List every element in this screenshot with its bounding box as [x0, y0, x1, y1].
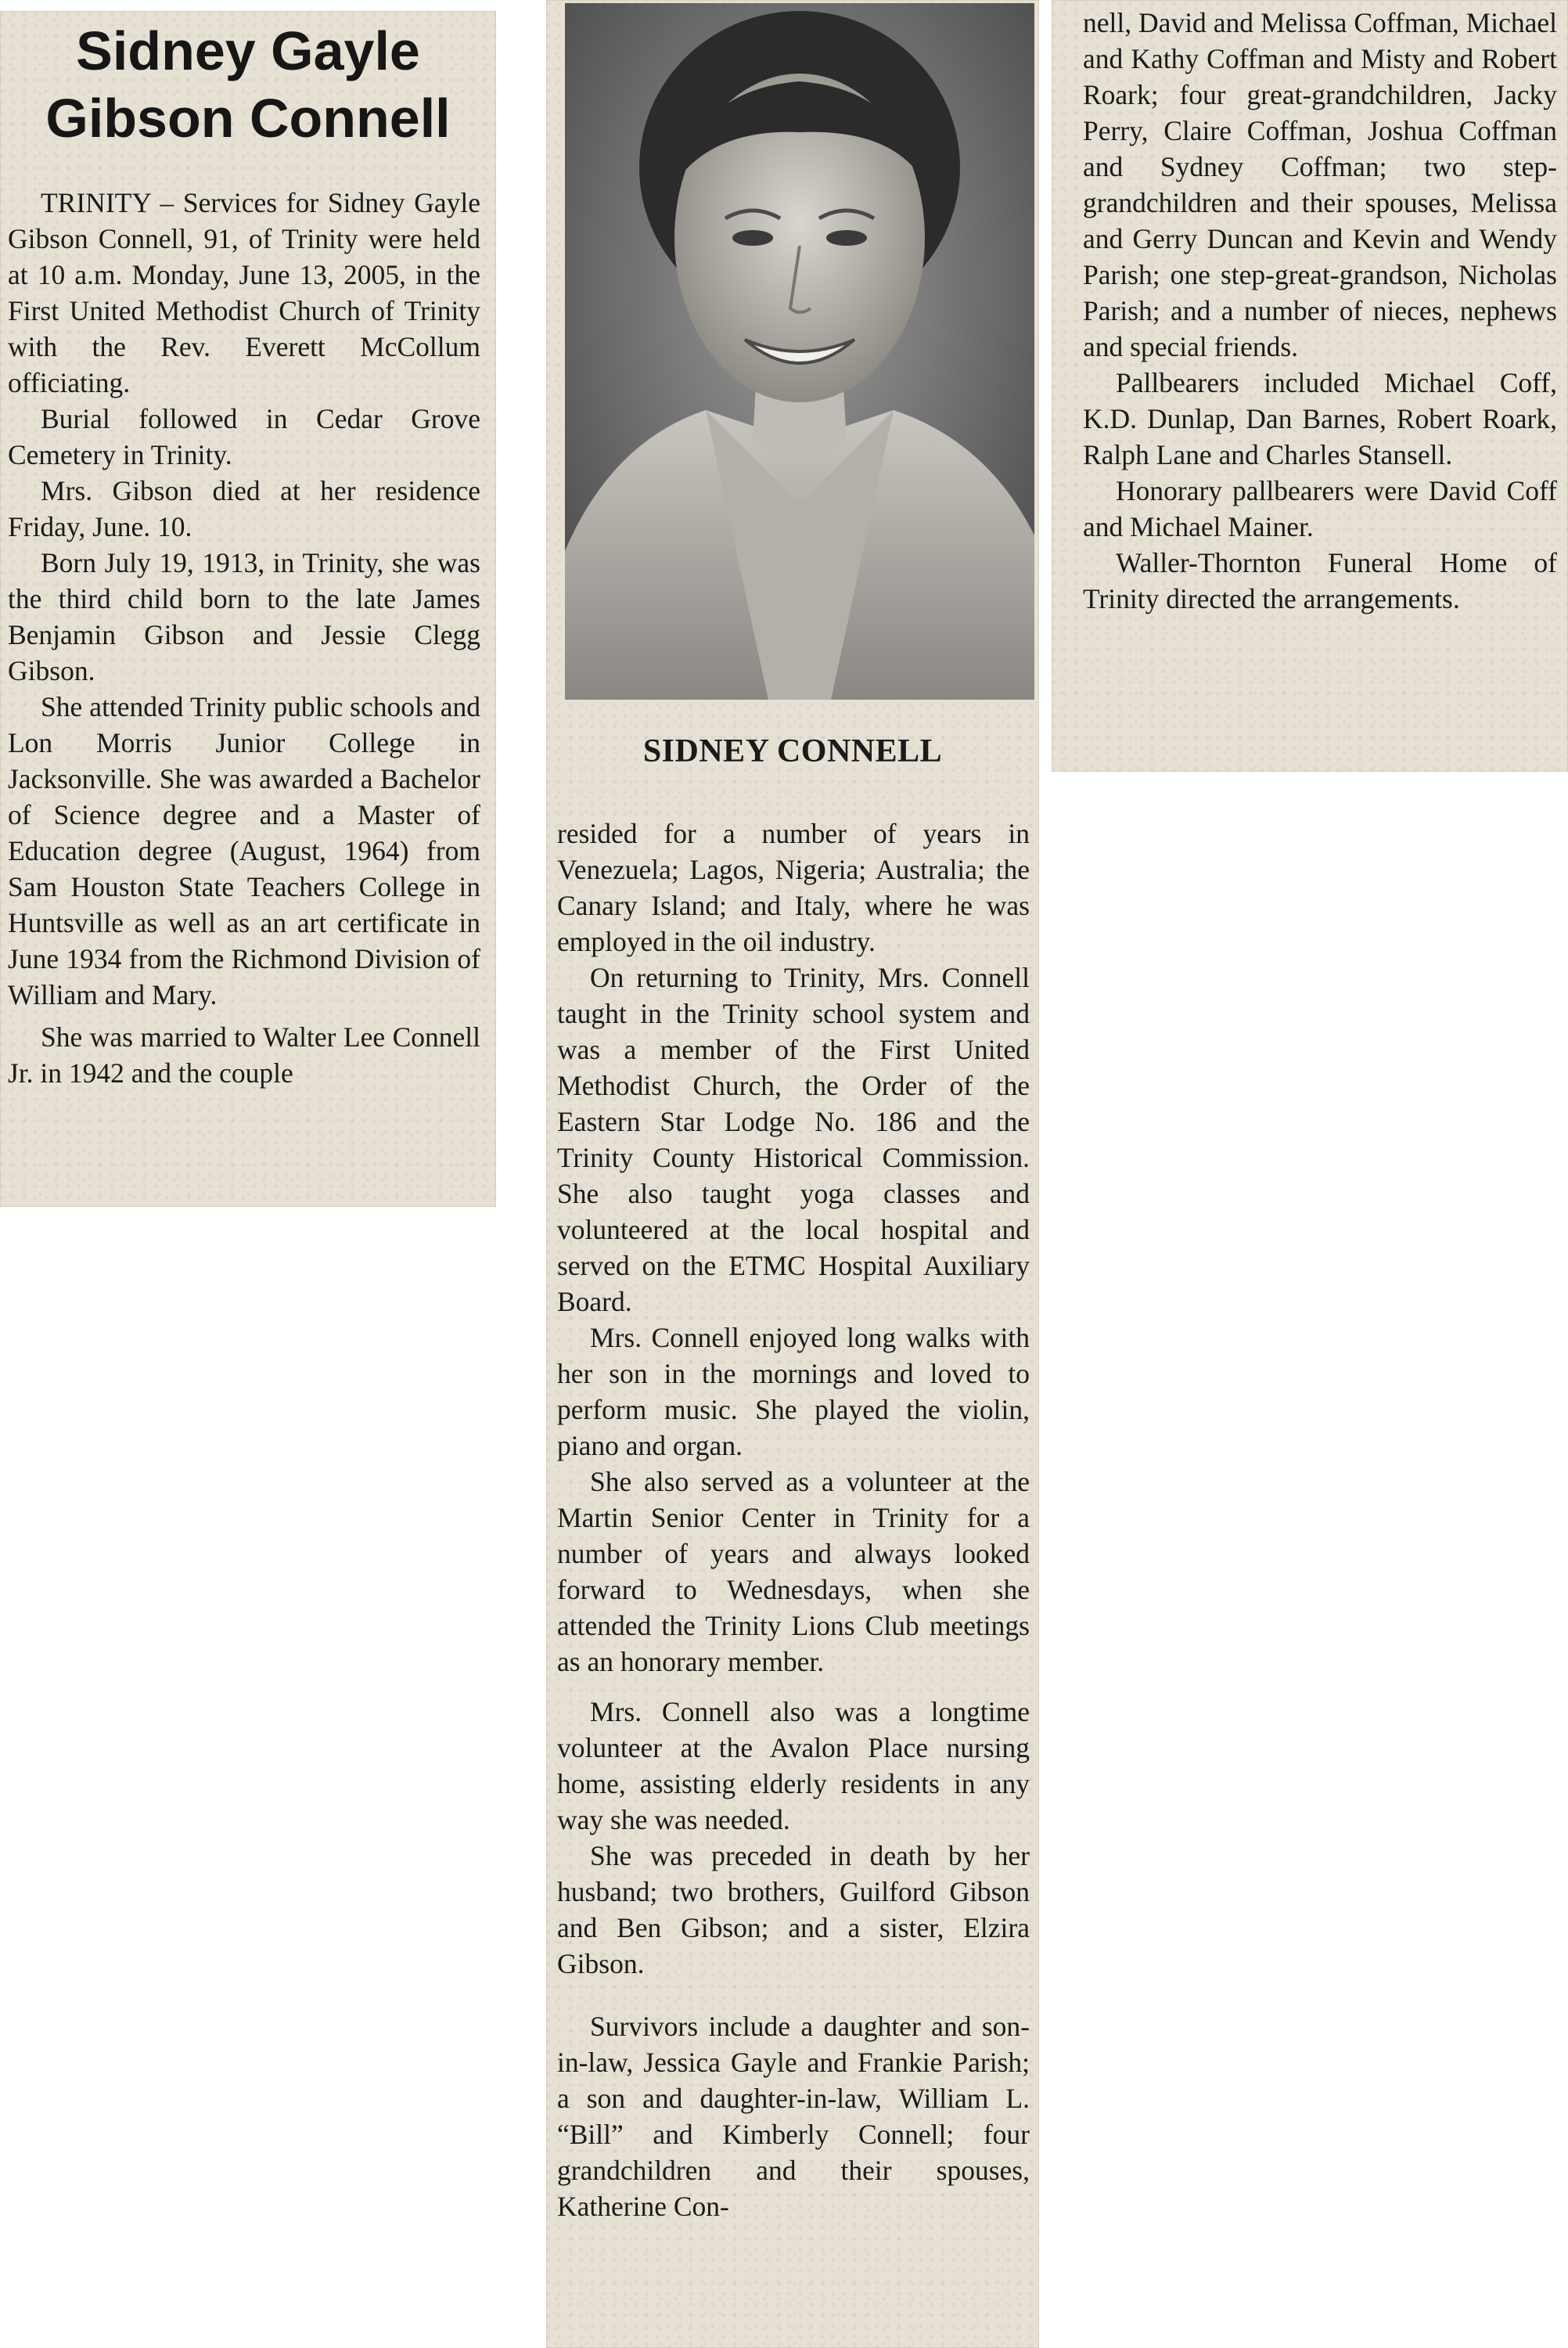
column-2-paragraph: Mrs. Connell also was a longtime volunteer at the Avalon Place nursing home, assisting elderly residents in any way she was needed. [557, 1696, 1030, 1835]
headline-line-1: Sidney Gayle [76, 20, 420, 81]
column-2-text [557, 816, 1030, 2224]
column-3-paragraph: Waller-Thornton Funeral Home of Trinity directed the arrangements. [1083, 547, 1557, 614]
column-1-paragraph: She attended Trinity public schools and Lon Morris Junior College in Jacksonville. She was awarded a Bachelor of Science degree and a Master of Education degree (August, 1964) from Sam Houston State Teachers College in Huntsville as well as an art certificate in June 1934 from the Richmond Division of William and Mary. [8, 691, 480, 1010]
column-1-paragraph: She was married to Walter Lee Connell Jr. in 1942 and the couple [8, 1021, 480, 1089]
clipping-left-column [0, 11, 496, 1207]
column-1-paragraph: TRINITY – Services for Sidney Gayle Gibson Connell, 91, of Trinity were held at 10 a.m. Monday, June 13, 2005, in the First United Methodist Church of Trinity with the Rev. Everett McCollum officiating. [8, 187, 480, 398]
column-1-paragraph: Burial followed in Cedar Grove Cemetery in Trinity. [8, 403, 480, 470]
column-2-paragraph: She also served as a volunteer at the Martin Senior Center in Trinity for a number of years and always looked forward to Wednesdays, when she attended the Trinity Lions Club meetings as an honorary member. [557, 1466, 1030, 1677]
column-2-paragraph: Survivors include a daughter and son-in-law, Jessica Gayle and Frankie Parish; a son and daughter-in-law, William L. “Bill” and Kimberly Connell; four grandchildren and their spouses, Katherine Con- [557, 2011, 1030, 2222]
column-3-paragraph: Pallbearers included Michael Coff, K.D. Dunlap, Dan Barnes, Robert Roark, Ralph Lane and Charles Stansell. [1083, 367, 1557, 470]
column-3-paragraph: Honorary pallbearers were David Coff and Michael Mainer. [1083, 475, 1557, 542]
column-2-paragraph: Mrs. Connell enjoyed long walks with her son in the mornings and loved to perform music. She played the violin, piano and organ. [557, 1322, 1030, 1461]
column-1-paragraph: Born July 19, 1913, in Trinity, she was the third child born to the late James Benjamin Gibson and Jessie Clegg Gibson. [8, 547, 480, 686]
column-3-text [1083, 5, 1557, 617]
column-2-paragraph: She was preceded in death by her husband; two brothers, Guilford Gibson and Ben Gibson; and a sister, Elzira Gibson. [557, 1840, 1030, 1979]
column-2-paragraph: resided for a number of years in Venezuela; Lagos, Nigeria; Australia; the Canary Island; and Italy, where he was employed in the oil industry. [557, 818, 1030, 957]
portrait-photo [565, 3, 1034, 700]
headline [6, 17, 490, 152]
photo-caption: SIDNEY CONNELL [642, 733, 943, 769]
clipping-right-column [1052, 0, 1568, 772]
column-3-paragraph: nell, David and Melissa Coffman, Michael and Kathy Coffman and Misty and Robert Roark; four great-grandchildren, Jacky Perry, Claire Coffman, Joshua Coffman and Sydney Coffman; two step-grandchildren and their spouses, Melissa and Gerry Duncan and Kevin and Wendy Parish; one step-great-grandson, Nicholas Parish; and a number of nieces, nephews and special friends. [1083, 7, 1557, 362]
clipping-middle-column [546, 0, 1039, 2348]
column-1-paragraph: Mrs. Gibson died at her residence Friday, June. 10. [8, 475, 480, 542]
column-2-paragraph: On returning to Trinity, Mrs. Connell taught in the Trinity school system and was a member of the First United Methodist Church, the Order of the Eastern Star Lodge No. 186 and the Trinity County Historical Commission. She also taught yoga classes and volunteered at the local hospital and served on the ETMC Hospital Auxiliary Board. [557, 962, 1030, 1317]
headline-line-2: Gibson Connell [45, 88, 451, 149]
column-1-text [8, 185, 480, 1091]
